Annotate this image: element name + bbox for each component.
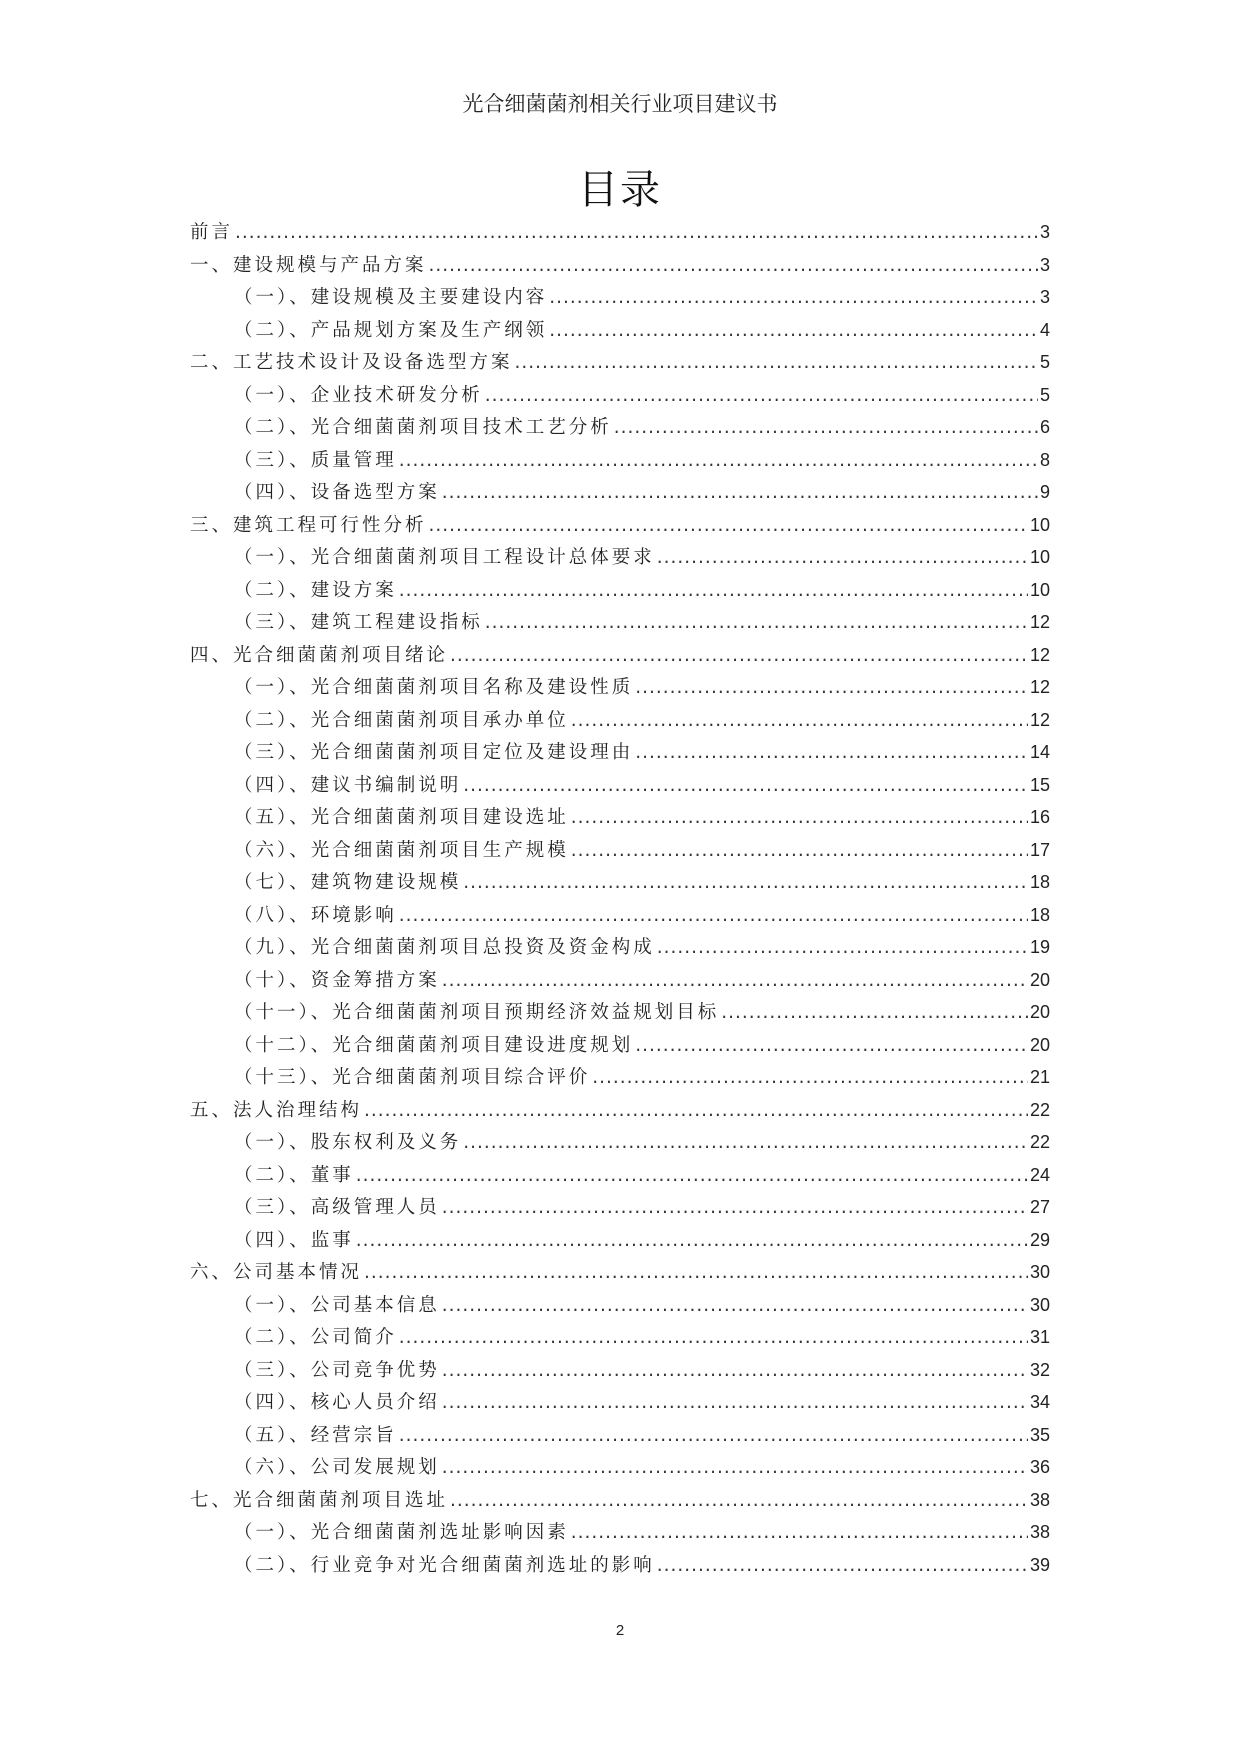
toc-dot-leader bbox=[571, 807, 1028, 828]
toc-dot-leader bbox=[635, 742, 1028, 763]
toc-entry-page-number: 34 bbox=[1029, 1392, 1050, 1412]
toc-entry-page-number: 38 bbox=[1029, 1489, 1050, 1510]
toc-entry[interactable] bbox=[190, 608, 1050, 641]
toc-dot-leader bbox=[592, 1067, 1028, 1088]
toc-entry-page-number: 32 bbox=[1029, 1359, 1050, 1380]
toc-entry-label: （八）、环境影响 bbox=[234, 904, 397, 926]
toc-entry-page-number: 38 bbox=[1029, 1522, 1050, 1542]
toc-entry-page-number: 17 bbox=[1029, 839, 1050, 860]
toc-entry-page-number: 15 bbox=[1029, 774, 1050, 795]
toc-entry[interactable] bbox=[190, 1226, 1050, 1259]
toc-dot-leader bbox=[635, 677, 1028, 698]
toc-dot-leader bbox=[442, 1295, 1028, 1316]
toc-dot-leader bbox=[657, 937, 1028, 958]
toc-entry-page-number: 6 bbox=[1039, 417, 1050, 437]
toc-entry-page-number: 5 bbox=[1039, 352, 1050, 372]
toc-dot-leader bbox=[399, 1425, 1028, 1446]
toc-entry[interactable] bbox=[190, 413, 1050, 446]
toc-entry-page-number: 3 bbox=[1039, 222, 1050, 242]
toc-dot-leader bbox=[364, 1100, 1028, 1121]
toc-dot-leader bbox=[571, 840, 1028, 861]
toc-dot-leader bbox=[635, 1035, 1028, 1056]
toc-entry-page-number: 36 bbox=[1029, 1457, 1050, 1477]
toc-dot-leader bbox=[485, 612, 1028, 633]
toc-entry-page-number: 22 bbox=[1029, 1099, 1050, 1120]
toc-entry-label: （一）、公司基本信息 bbox=[234, 1294, 440, 1316]
toc-dot-leader bbox=[399, 580, 1028, 601]
toc-entry-page-number: 21 bbox=[1029, 1067, 1050, 1087]
toc-entry[interactable] bbox=[190, 381, 1050, 414]
toc-entry[interactable] bbox=[190, 576, 1050, 609]
toc-entry-page-number: 24 bbox=[1029, 1164, 1050, 1185]
toc-dot-leader bbox=[549, 287, 1038, 308]
toc-entry-page-number: 18 bbox=[1029, 904, 1050, 925]
toc-entry-page-number: 31 bbox=[1029, 1327, 1050, 1347]
toc-entry[interactable] bbox=[190, 283, 1050, 316]
toc-entry[interactable] bbox=[190, 1388, 1050, 1421]
toc-dot-leader bbox=[399, 905, 1028, 926]
toc-entry-page-number: 27 bbox=[1029, 1197, 1050, 1217]
toc-entry-label: （一）、股东权利及义务 bbox=[234, 1132, 462, 1153]
toc-entry-label: （二）、公司简介 bbox=[234, 1327, 397, 1348]
toc-entry-label: （四）、监事 bbox=[234, 1229, 354, 1251]
toc-entry-page-number: 4 bbox=[1039, 319, 1050, 340]
toc-entry[interactable] bbox=[190, 511, 1050, 544]
toc-entry-page-number: 30 bbox=[1029, 1262, 1050, 1282]
toc-entry-label: （三）、高级管理人员 bbox=[234, 1197, 440, 1218]
toc-dot-leader bbox=[356, 1230, 1028, 1251]
toc-entry-page-number: 12 bbox=[1029, 644, 1050, 665]
toc-entry-page-number: 20 bbox=[1029, 1034, 1050, 1055]
toc-entry-label: 七、光合细菌菌剂项目选址 bbox=[190, 1489, 449, 1511]
toc-entry-page-number: 8 bbox=[1039, 449, 1050, 470]
toc-entry[interactable] bbox=[190, 1258, 1050, 1291]
toc-entry-label: （十三）、光合细菌菌剂项目综合评价 bbox=[234, 1067, 591, 1088]
toc-entry-label: （一）、光合细菌菌剂选址影响因素 bbox=[234, 1522, 569, 1543]
toc-entry[interactable] bbox=[190, 1356, 1050, 1389]
toc-entry[interactable] bbox=[190, 1551, 1050, 1584]
toc-entry-page-number: 35 bbox=[1029, 1424, 1050, 1445]
toc-entry-label: （五）、光合细菌菌剂项目建设选址 bbox=[234, 807, 569, 828]
toc-entry[interactable] bbox=[190, 641, 1050, 674]
toc-dot-leader bbox=[442, 1360, 1028, 1381]
toc-entry[interactable] bbox=[190, 218, 1050, 251]
toc-dot-leader bbox=[429, 515, 1028, 536]
toc-entry-page-number: 20 bbox=[1029, 969, 1050, 990]
toc-entry-label: 五、法人治理结构 bbox=[190, 1099, 363, 1121]
toc-entry[interactable] bbox=[190, 673, 1050, 706]
toc-entry-label: 一、建设规模与产品方案 bbox=[190, 254, 427, 276]
toc-dot-leader bbox=[399, 1327, 1028, 1348]
toc-dot-leader bbox=[442, 970, 1028, 991]
toc-dot-leader bbox=[442, 482, 1038, 503]
toc-entry-label: （二）、光合细菌菌剂项目承办单位 bbox=[234, 709, 569, 731]
toc-dot-leader bbox=[614, 417, 1038, 438]
toc-entry[interactable] bbox=[190, 1193, 1050, 1226]
toc-dot-leader bbox=[485, 385, 1038, 406]
toc-dot-leader bbox=[515, 352, 1038, 373]
toc-dot-leader bbox=[442, 1197, 1028, 1218]
toc-entry[interactable] bbox=[190, 868, 1050, 901]
toc-dot-leader bbox=[571, 1522, 1028, 1543]
toc-entry[interactable] bbox=[190, 1161, 1050, 1194]
toc-entry[interactable] bbox=[190, 1486, 1050, 1519]
toc-entry-label: （五）、经营宗旨 bbox=[234, 1424, 397, 1446]
toc-dot-leader bbox=[429, 255, 1038, 276]
toc-entry[interactable] bbox=[190, 543, 1050, 576]
toc-entry-label: （七）、建筑物建设规模 bbox=[234, 872, 462, 893]
toc-entry-label: （四）、建议书编制说明 bbox=[234, 774, 462, 796]
toc-entry-label: （二）、董事 bbox=[234, 1164, 354, 1186]
toc-entry-label: （三）、公司竞争优势 bbox=[234, 1359, 440, 1381]
toc-entry-page-number: 18 bbox=[1029, 872, 1050, 892]
toc-entry-label: （十）、资金筹措方案 bbox=[234, 969, 440, 991]
toc-entry-label: （三）、光合细菌菌剂项目定位及建设理由 bbox=[234, 742, 634, 763]
toc-entry-page-number: 10 bbox=[1029, 579, 1050, 600]
toc-entry-label: 四、光合细菌菌剂项目绪论 bbox=[190, 644, 449, 666]
toc-entry-page-number: 22 bbox=[1029, 1132, 1050, 1152]
toc-entry[interactable] bbox=[190, 316, 1050, 349]
toc-entry-label: （三）、质量管理 bbox=[234, 449, 397, 471]
running-header: 光合细菌菌剂相关行业项目建议书 bbox=[462, 92, 778, 116]
toc-entry-label: （二）、光合细菌菌剂项目技术工艺分析 bbox=[234, 417, 612, 438]
toc-dot-leader bbox=[463, 775, 1028, 796]
toc-entry-page-number: 3 bbox=[1039, 254, 1050, 275]
toc-entry-label: （三）、建筑工程建设指标 bbox=[234, 612, 483, 633]
toc-entry-page-number: 10 bbox=[1029, 514, 1050, 535]
toc-dot-leader bbox=[657, 547, 1028, 568]
toc-entry[interactable] bbox=[190, 478, 1050, 511]
toc-entry[interactable] bbox=[190, 836, 1050, 869]
toc-entry-label: （九）、光合细菌菌剂项目总投资及资金构成 bbox=[234, 937, 655, 958]
toc-title: 目录 bbox=[578, 167, 662, 213]
toc-entry[interactable] bbox=[190, 1128, 1050, 1161]
toc-entry-page-number: 20 bbox=[1029, 1002, 1050, 1022]
toc-entry-label: （十一）、光合细菌菌剂项目预期经济效益规划目标 bbox=[234, 1002, 720, 1023]
toc-entry-label: （二）、建设方案 bbox=[234, 579, 397, 601]
toc-entry[interactable] bbox=[190, 706, 1050, 739]
toc-dot-leader bbox=[721, 1002, 1028, 1023]
page-number: 2 bbox=[615, 1622, 625, 1639]
toc-entry[interactable] bbox=[190, 1291, 1050, 1324]
toc-entry-page-number: 5 bbox=[1039, 384, 1050, 405]
toc-entry-label: （二）、产品规划方案及生产纲领 bbox=[234, 319, 548, 341]
toc-entry[interactable] bbox=[190, 1063, 1050, 1096]
toc-entry-page-number: 16 bbox=[1029, 807, 1050, 827]
toc-dot-leader bbox=[450, 1490, 1028, 1511]
toc-dot-leader bbox=[442, 1392, 1028, 1413]
toc-entry-page-number: 12 bbox=[1029, 709, 1050, 730]
toc-entry[interactable] bbox=[190, 998, 1050, 1031]
table-of-contents bbox=[190, 218, 1050, 1583]
toc-dot-leader bbox=[463, 872, 1028, 893]
toc-entry[interactable] bbox=[190, 771, 1050, 804]
toc-dot-leader bbox=[571, 710, 1028, 731]
toc-entry-page-number: 39 bbox=[1029, 1554, 1050, 1575]
toc-entry-page-number: 3 bbox=[1039, 287, 1050, 307]
toc-entry[interactable] bbox=[190, 933, 1050, 966]
toc-entry[interactable] bbox=[190, 348, 1050, 381]
toc-dot-leader bbox=[463, 1132, 1028, 1153]
toc-entry-label: （一）、光合细菌菌剂项目名称及建设性质 bbox=[234, 677, 634, 698]
toc-entry[interactable] bbox=[190, 1096, 1050, 1129]
toc-entry-page-number: 12 bbox=[1029, 612, 1050, 632]
toc-entry[interactable] bbox=[190, 738, 1050, 771]
toc-entry[interactable] bbox=[190, 446, 1050, 479]
toc-dot-leader bbox=[549, 320, 1038, 341]
toc-entry-label: 六、公司基本情况 bbox=[190, 1262, 363, 1283]
toc-entry-label: （十二）、光合细菌菌剂项目建设进度规划 bbox=[234, 1034, 634, 1056]
toc-entry-label: （二）、行业竞争对光合细菌菌剂选址的影响 bbox=[234, 1554, 655, 1576]
toc-entry-label: （一）、建设规模及主要建设内容 bbox=[234, 287, 548, 308]
toc-dot-leader bbox=[442, 1457, 1028, 1478]
toc-entry-page-number: 12 bbox=[1029, 677, 1050, 697]
toc-entry-page-number: 19 bbox=[1029, 937, 1050, 957]
toc-entry-label: （四）、设备选型方案 bbox=[234, 482, 440, 503]
toc-dot-leader bbox=[450, 645, 1028, 666]
toc-entry[interactable] bbox=[190, 1323, 1050, 1356]
toc-dot-leader bbox=[235, 222, 1038, 243]
toc-entry[interactable] bbox=[190, 803, 1050, 836]
toc-entry[interactable] bbox=[190, 1518, 1050, 1551]
toc-entry-label: 二、工艺技术设计及设备选型方案 bbox=[190, 352, 513, 373]
toc-entry[interactable] bbox=[190, 251, 1050, 284]
toc-entry-label: （六）、光合细菌菌剂项目生产规模 bbox=[234, 839, 569, 861]
toc-entry-label: （一）、光合细菌菌剂项目工程设计总体要求 bbox=[234, 547, 655, 568]
toc-entry-label: （六）、公司发展规划 bbox=[234, 1457, 440, 1478]
toc-entry-page-number: 10 bbox=[1029, 547, 1050, 567]
toc-dot-leader bbox=[399, 450, 1038, 471]
toc-entry[interactable] bbox=[190, 1453, 1050, 1486]
toc-entry-label: （四）、核心人员介绍 bbox=[234, 1392, 440, 1413]
toc-entry[interactable] bbox=[190, 1421, 1050, 1454]
toc-entry[interactable] bbox=[190, 901, 1050, 934]
toc-entry-page-number: 14 bbox=[1029, 742, 1050, 762]
toc-dot-leader bbox=[364, 1262, 1028, 1283]
toc-entry[interactable] bbox=[190, 1031, 1050, 1064]
toc-dot-leader bbox=[356, 1165, 1028, 1186]
toc-entry-page-number: 30 bbox=[1029, 1294, 1050, 1315]
toc-entry-page-number: 9 bbox=[1039, 482, 1050, 502]
toc-entry-label: （一）、企业技术研发分析 bbox=[234, 384, 483, 406]
toc-entry[interactable] bbox=[190, 966, 1050, 999]
toc-dot-leader bbox=[657, 1555, 1028, 1576]
toc-entry-page-number: 29 bbox=[1029, 1229, 1050, 1250]
toc-entry-label: 三、建筑工程可行性分析 bbox=[190, 514, 427, 536]
toc-entry-label: 前言 bbox=[190, 222, 234, 243]
